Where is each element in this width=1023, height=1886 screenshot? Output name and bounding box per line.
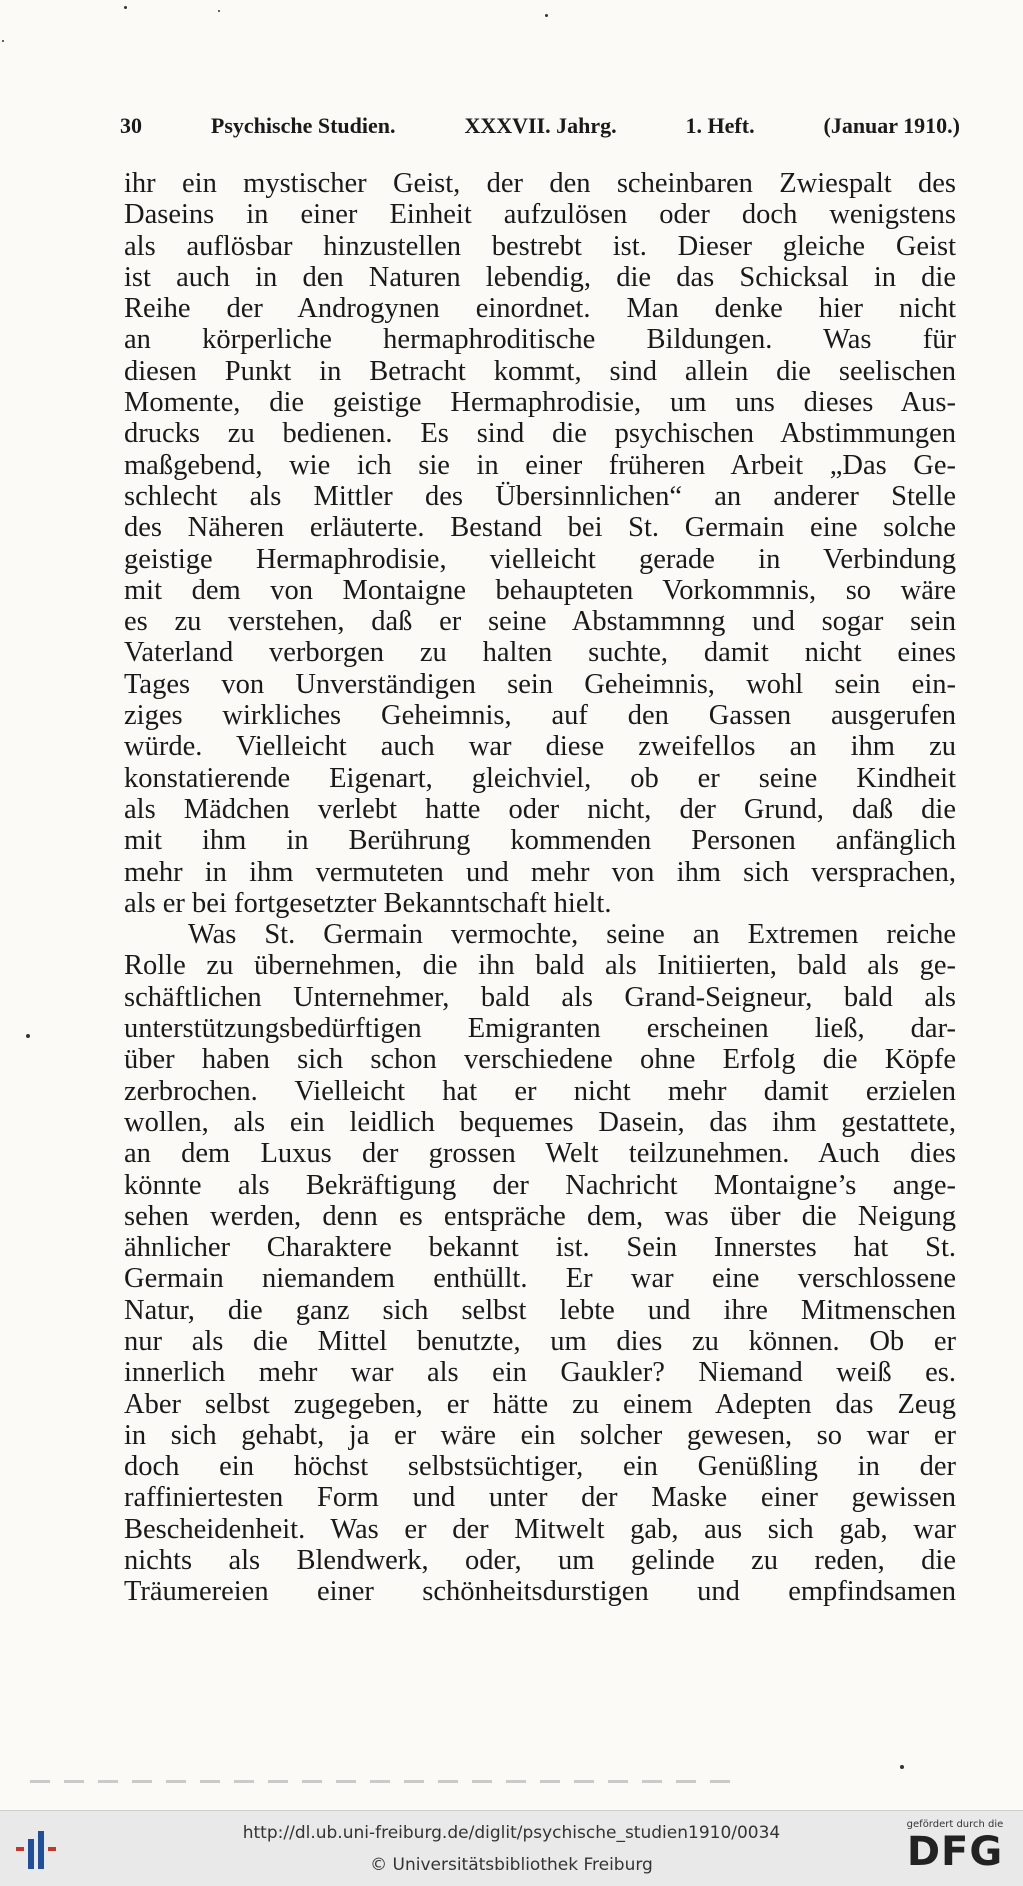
text-line: Was St. Germain vermochte, seine an Extremen reiche <box>188 919 956 951</box>
text-line: Vaterland verborgen zu halten suchte, damit nicht eines <box>124 637 956 669</box>
text-line: Momente, die geistige Hermaphrodisie, um uns dieses Aus- <box>124 387 956 419</box>
text-line: Tages von Unverständigen sein Geheimnis, wohl sein ein- <box>124 668 956 700</box>
body-text <box>124 168 956 1608</box>
text-line: ähnlicher Charaktere bekannt ist. Sein Innerstes hat St. <box>124 1232 956 1264</box>
text-line: konstatierende Eigenart, gleichviel, ob er seine Kindheit <box>124 762 956 794</box>
scan-speck <box>545 14 548 17</box>
text-line: geistige Hermaphrodisie, vielleicht gerade in Verbindung <box>124 543 956 575</box>
text-line: ihr ein mystischer Geist, der den scheinbaren Zwiespalt des <box>124 168 956 199</box>
text-line: an dem Luxus der grossen Welt teilzunehmen. Auch dies <box>124 1138 956 1170</box>
text-line: des Näheren erläuterte. Bestand bei St. Germain eine solche <box>124 512 956 544</box>
text-line: ziges wirkliches Geheimnis, auf den Gassen ausgerufen <box>124 700 956 732</box>
scan-speck <box>218 10 220 12</box>
text-line: wollen, als ein leidlich bequemes Dasein, das ihm gestattete, <box>124 1106 956 1138</box>
scan-marks <box>30 1780 730 1783</box>
text-line: als Mädchen verlebt hatte oder nicht, der Grund, daß die <box>124 793 956 825</box>
text-line: ist auch in den Naturen lebendig, die das Schicksal in die <box>124 261 956 293</box>
text-line: Träumereien einer schönheitsdurstigen und empfindsamen <box>124 1576 956 1608</box>
text-line: Daseins in einer Einheit aufzulösen oder doch wenigstens <box>124 199 956 231</box>
text-line: nur als die Mittel benutzte, um dies zu können. Ob er <box>124 1325 956 1357</box>
text-line: Reihe der Androgynen einordnet. Man denke hier nicht <box>124 293 956 325</box>
text-line: könnte als Bekräftigung der Nachricht Montaigne’s ange- <box>124 1169 956 1201</box>
viewer-footer <box>0 1810 1023 1886</box>
scan-speck <box>124 6 127 9</box>
source-url-link[interactable]: http://dl.ub.uni-freiburg.de/diglit/psychische_studien1910/0034 <box>242 1823 781 1843</box>
text-line: Rolle zu übernehmen, die ihn bald als Initiierten, bald als ge- <box>124 950 956 982</box>
scan-speck <box>2 40 4 42</box>
text-line: raffiniertesten Form und unter der Maske einer gewissen <box>124 1482 956 1514</box>
page-number: 30 <box>120 113 142 138</box>
text-line: an körperliche hermaphroditische Bildungen. Was für <box>124 324 956 356</box>
scan-speck <box>26 1034 30 1038</box>
dfg-badge <box>901 1819 1009 1881</box>
issue-label: 1. Heft. <box>685 113 755 138</box>
text-line: zerbrochen. Vielleicht hat er nicht mehr damit erzielen <box>124 1075 956 1107</box>
text-line: es zu verstehen, daß er seine Abstammnng und sogar sein <box>124 606 956 638</box>
issue-date: (Januar 1910.) <box>823 113 960 138</box>
text-line: mit dem von Montaigne behaupteten Vorkommnis, so wäre <box>124 574 956 606</box>
text-line: nichts als Blendwerk, oder, um gelinde zu reden, die <box>124 1545 956 1577</box>
text-line: über haben sich schon verschiedene ohne Erfolg die Köpfe <box>124 1044 956 1076</box>
text-line: als er bei fortgesetzter Bekanntschaft hielt. <box>124 887 612 919</box>
text-line: innerlich mehr war als ein Gaukler? Niemand weiß es. <box>124 1357 956 1389</box>
running-header <box>120 108 960 144</box>
text-line: doch ein höchst selbstsüchtiger, ein Genüßling in der <box>124 1451 956 1483</box>
dfg-caption: gefördert durch die <box>906 1819 1004 1830</box>
text-line: diesen Punkt in Betracht kommt, sind allein die seelischen <box>124 355 956 387</box>
text-line: unterstützungsbedürftigen Emigranten erscheinen ließ, dar- <box>124 1013 956 1045</box>
text-line: Bescheidenheit. Was er der Mitwelt gab, aus sich gab, war <box>124 1513 956 1545</box>
journal-title: Psychische Studien. <box>210 113 396 138</box>
copyright-notice: © Universitätsbibliothek Freiburg <box>370 1855 653 1875</box>
scan-speck <box>900 1765 904 1769</box>
dfg-logo: DFG <box>906 1829 1004 1875</box>
text-line: schäftlichen Unternehmer, bald als Grand-Seigneur, bald als <box>124 981 956 1013</box>
text-line: mehr in ihm vermuteten und mehr von ihm sich versprachen, <box>124 856 956 888</box>
volume-label: XXXVII. Jahrg. <box>464 113 617 138</box>
text-line: drucks zu bedienen. Es sind die psychischen Abstimmungen <box>124 418 956 450</box>
text-line: schlecht als Mittler des Übersinnlichen“ an anderer Stelle <box>124 480 956 512</box>
text-line: mit ihm in Berührung kommenden Personen anfänglich <box>124 825 956 857</box>
text-line: würde. Vielleicht auch war diese zweifellos an ihm zu <box>124 731 956 763</box>
text-line: Natur, die ganz sich selbst lebte und ihre Mitmenschen <box>124 1294 956 1326</box>
text-line: sehen werden, denn es entspräche dem, was über die Neigung <box>124 1200 956 1232</box>
text-line: Aber selbst zugegeben, er hätte zu einem Adepten das Zeug <box>124 1388 956 1420</box>
text-line: Germain niemandem enthüllt. Er war eine verschlossene <box>124 1263 956 1295</box>
text-line: als auflösbar hinzustellen bestrebt ist. Dieser gleiche Geist <box>124 230 956 262</box>
text-line: in sich gehabt, ja er wäre ein solcher gewesen, so war er <box>124 1419 956 1451</box>
text-line: maßgebend, wie ich sie in einer früheren Arbeit „Das Ge- <box>124 449 956 481</box>
